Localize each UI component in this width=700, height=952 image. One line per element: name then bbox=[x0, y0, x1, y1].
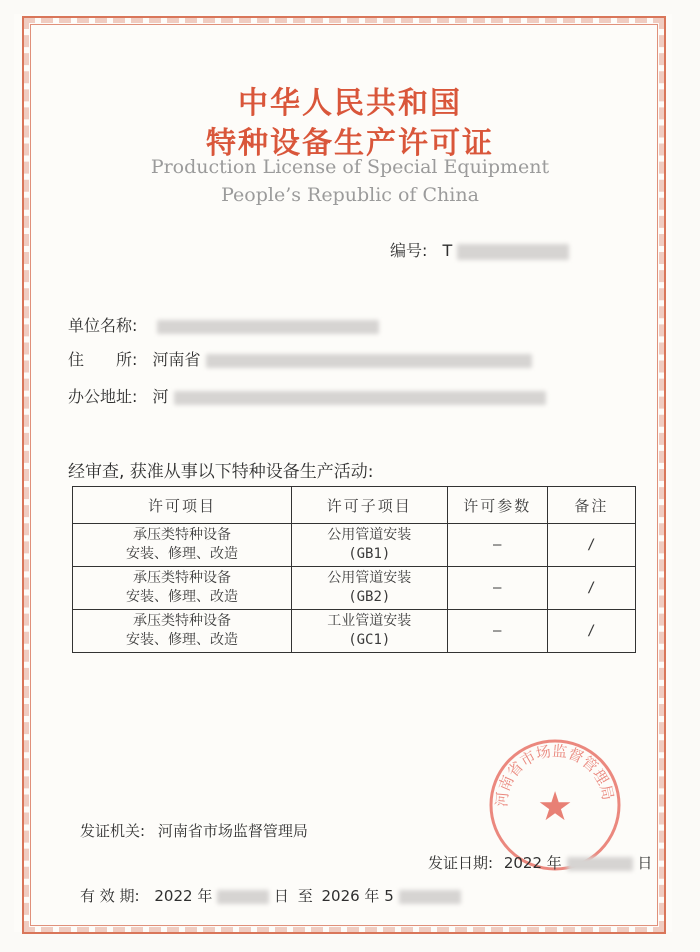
header-remark: 备注 bbox=[547, 487, 635, 524]
cell-permit-item bbox=[73, 610, 292, 653]
office-prefix: 河 bbox=[152, 387, 169, 406]
sub-line2: (GB2) bbox=[348, 589, 391, 605]
address-row bbox=[68, 347, 532, 370]
validity-end-year: 2026 年 bbox=[321, 887, 380, 905]
office-label: 办公地址: bbox=[68, 387, 138, 406]
issuer-value: 河南省市场监督管理局 bbox=[157, 822, 308, 840]
serial-number bbox=[390, 238, 569, 261]
item-line1: 承压类特种设备 bbox=[132, 570, 231, 586]
title-en-line1: Production License of Special Equipment bbox=[150, 156, 550, 178]
issue-date-label: 发证日期: bbox=[428, 854, 494, 872]
sub-line1: 公用管道安装 bbox=[327, 570, 412, 586]
issuing-authority bbox=[80, 820, 308, 841]
issue-date-year: 2022 年 bbox=[503, 854, 562, 872]
table-header-row bbox=[73, 487, 636, 524]
redacted-issue-date bbox=[567, 857, 633, 871]
header-parameter: 许可参数 bbox=[447, 487, 547, 524]
validity-to: 至 bbox=[297, 887, 313, 905]
validity-start-day: 日 bbox=[273, 887, 289, 905]
validity-start-year: 2022 年 bbox=[154, 887, 213, 905]
approval-intro: 经审查, 获准从事以下特种设备生产活动: bbox=[68, 462, 374, 482]
validity-period bbox=[80, 885, 461, 906]
header-permit-item: 许可项目 bbox=[73, 487, 292, 524]
unit-label: 单位名称: bbox=[68, 316, 138, 335]
table-row bbox=[73, 610, 636, 653]
redacted-serial bbox=[457, 244, 569, 260]
sub-line1: 工业管道安装 bbox=[327, 613, 412, 629]
item-line2: 安装、修理、改造 bbox=[125, 589, 238, 605]
cell-remark: / bbox=[547, 610, 635, 653]
redacted-address bbox=[206, 354, 532, 368]
item-line1: 承压类特种设备 bbox=[132, 527, 231, 543]
cell-remark: / bbox=[547, 524, 635, 567]
redacted-start-date bbox=[217, 890, 269, 904]
table-row bbox=[73, 567, 636, 610]
serial-value-prefix: T bbox=[442, 241, 453, 260]
issuer-label: 发证机关: bbox=[80, 822, 146, 840]
cell-permit-item bbox=[73, 567, 292, 610]
title-cn-line1: 中华人民共和国 bbox=[238, 86, 462, 121]
address-label: 住 所: bbox=[68, 350, 138, 369]
seal-text: 河南省市场监督管理局 bbox=[492, 741, 618, 808]
header-sub-item: 许可子项目 bbox=[291, 487, 447, 524]
office-address-row bbox=[68, 384, 546, 407]
sub-line1: 公用管道安装 bbox=[327, 527, 412, 543]
seal-star-icon: ★ bbox=[537, 784, 573, 830]
serial-label: 编号: bbox=[390, 241, 428, 260]
issue-date bbox=[428, 852, 652, 873]
permit-table bbox=[72, 486, 636, 653]
title-cn-line2: 特种设备生产许可证 bbox=[206, 126, 494, 161]
unit-name-row bbox=[68, 313, 379, 336]
cell-remark: / bbox=[547, 567, 635, 610]
table-row bbox=[73, 524, 636, 567]
item-line2: 安装、修理、改造 bbox=[125, 632, 238, 648]
cell-parameter: — bbox=[447, 610, 547, 653]
redacted-end-date bbox=[399, 890, 461, 904]
sub-line2: (GC1) bbox=[348, 632, 391, 648]
cell-permit-item bbox=[73, 524, 292, 567]
item-line1: 承压类特种设备 bbox=[132, 613, 231, 629]
cell-parameter: — bbox=[447, 524, 547, 567]
issue-date-day: 日 bbox=[637, 854, 653, 872]
validity-end-month-prefix: 5 bbox=[384, 887, 394, 905]
validity-label: 有 效 期: bbox=[80, 887, 140, 905]
cell-sub-item bbox=[291, 610, 447, 653]
cell-sub-item bbox=[291, 567, 447, 610]
cell-parameter: — bbox=[447, 567, 547, 610]
redacted-unit-name bbox=[157, 320, 379, 334]
redacted-office-address bbox=[174, 391, 546, 405]
title-en-line2: People’s Republic of China bbox=[221, 184, 479, 206]
sub-line2: (GB1) bbox=[348, 546, 391, 562]
cell-sub-item bbox=[291, 524, 447, 567]
item-line2: 安装、修理、改造 bbox=[125, 546, 238, 562]
address-prefix: 河南省 bbox=[152, 350, 201, 369]
